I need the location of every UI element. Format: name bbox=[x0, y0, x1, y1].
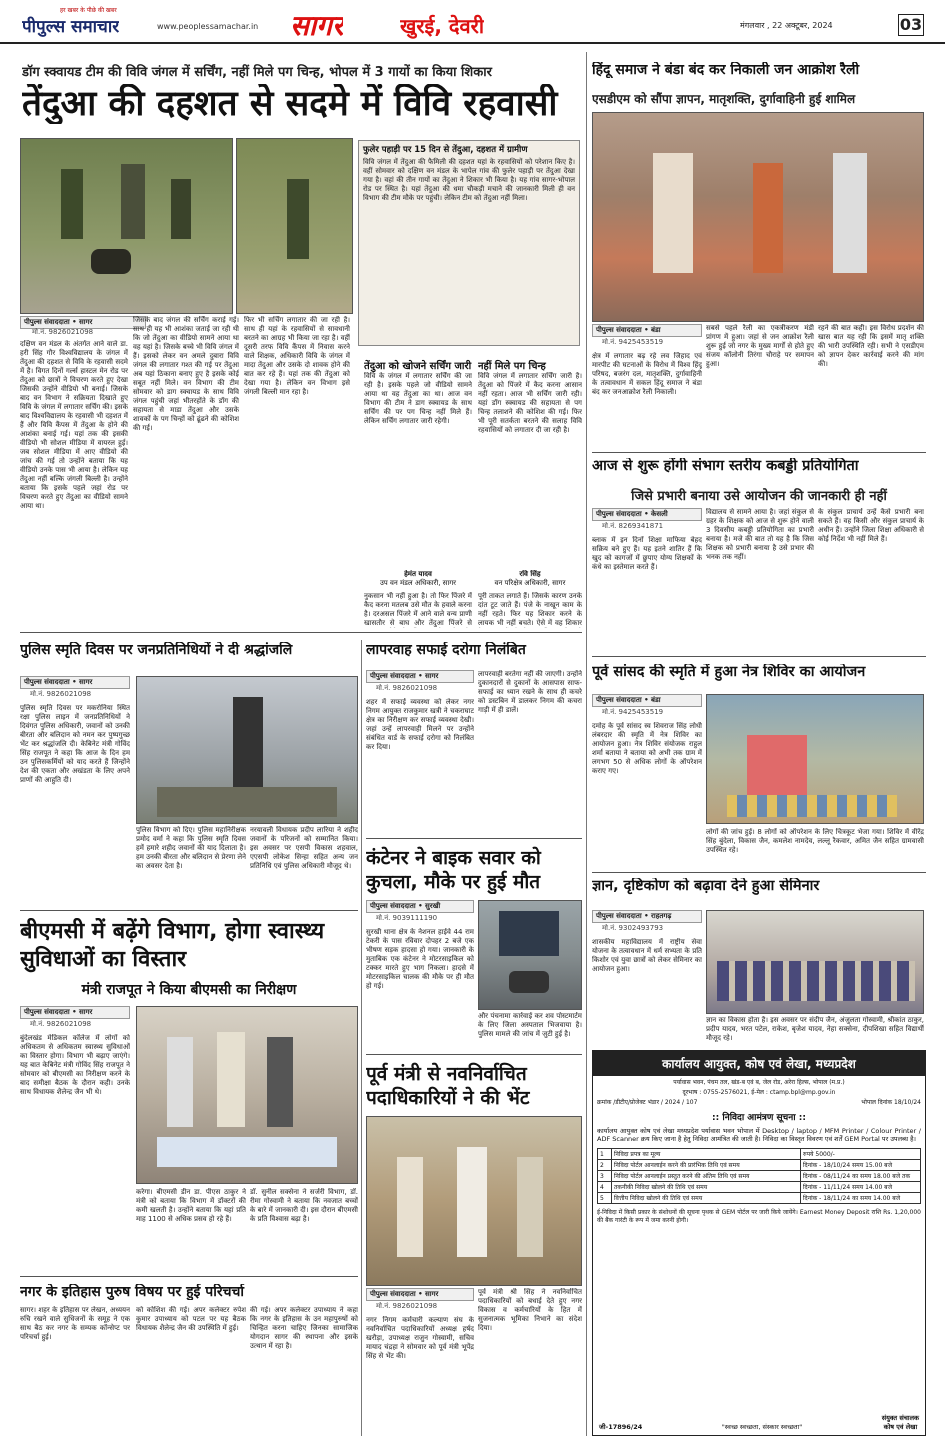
tender-cell-item: निविदा पोर्टल आनलाईन प्रस्तुत करने की अंतिम तिथि एवं समय bbox=[612, 1171, 801, 1182]
container-photo bbox=[478, 900, 582, 1010]
bmc-col-3: डॉ. सुनील सक्सेना ने सर्जरी विभाग, डॉ. रीमा गोस्वामी ने बताया कि नवजात बच्चों के बारे में जानकारी दी। इस दौरान बीएमसी के प्रति विश्वास बढ़ा है। bbox=[250, 1188, 358, 1223]
tender-cell-value: रुपये 5000/- bbox=[801, 1149, 921, 1160]
tender-cell-no: 3 bbox=[598, 1171, 612, 1182]
lead-box-title: फुलेर पहाड़ी पर 15 दिन से तेंदुआ, दहशत में ग्रामीण bbox=[363, 145, 528, 155]
byline-place: बंडा bbox=[651, 696, 661, 704]
police-headline: पुलिस स्मृति दिवस पर जनप्रतिनिधियों ने दी श्रद्धांजलि bbox=[20, 642, 293, 658]
container-col-2: और पंचनामा कार्रवाई कर शव पोस्टमार्टम के लिए जिला अस्पताल भिजवाया है। पुलिस मामले की जांच में जुटी हुई है। bbox=[478, 1012, 582, 1038]
minister-byline: पीपुल्स संवाददाता • सागर bbox=[366, 1288, 474, 1301]
tender-gi: जी-17896/24 bbox=[599, 1423, 643, 1431]
seminar-col-1: शासकीय महाविद्यालय में राष्ट्रीय सेवा योजना के तत्वावधान में धर्म सभ्यता के प्रति किशोर एवं युवा छात्रों को लेकर सेमिनार का आयोजन हुआ। bbox=[592, 938, 702, 973]
minister-headline: पूर्व मंत्री से नवनिर्वाचित पदाधिकारियों ने की भेंट bbox=[366, 1063, 530, 1109]
quote-name: रवि सिंह bbox=[519, 570, 541, 578]
byline-name: पीपुल्स संवाददाता bbox=[370, 902, 416, 910]
lead-photo-forest bbox=[236, 138, 353, 314]
divider bbox=[586, 52, 587, 1436]
kabaddi-subhead: जिसे प्रभारी बनाया उसे आयोजन की जानकारी ही नहीं bbox=[631, 489, 887, 504]
byline-place: सागर bbox=[425, 1290, 439, 1298]
tender-cell-item: निविदा प्रपत्र का मूल्य bbox=[612, 1149, 801, 1160]
quote-name: हेमंत यादव bbox=[404, 570, 432, 578]
lead-byline: पीपुल्स संवाददाता • सागर bbox=[20, 316, 146, 329]
byline-name: पीपुल्स संवाददाता bbox=[24, 318, 70, 326]
byline-place: बंडा bbox=[651, 326, 661, 334]
byline-name: पीपुल्स संवाददाता bbox=[596, 696, 642, 704]
byline-place: सागर bbox=[79, 318, 93, 326]
lead-kicker: डॉग स्क्वायड टीम की विवि जंगल में सर्चिंग, नहीं मिले पग चिन्ह, भोपल में 3 गायों का किया शिकार bbox=[22, 65, 492, 80]
tender-cell-item: निविदा पोर्टल आनलाईन करने की प्रारंभिक तिथि एवं समय bbox=[612, 1160, 801, 1171]
page-number: 03 bbox=[899, 15, 923, 34]
byline-place: सुरखी bbox=[425, 902, 441, 910]
quote-role: वन परिक्षेत्र अधिकारी, सागर bbox=[494, 579, 566, 587]
bandh-headline: हिंदू समाज ने बंडा बंद कर निकाली जन आक्रोश रैली bbox=[592, 62, 860, 78]
bmc-col-2: करेगा। बीएमसी डीन डा. पीएस ठाकुर ने मंत्री को बताया कि विभाग में डॉक्टरों की कमी खलती है। उन्होंने बताया कि यहां प्रति माह 1100 से अधिक प्रसव हो रहे हैं। bbox=[136, 1188, 246, 1223]
police-mobile: मो.नं. 9826021098 bbox=[30, 690, 92, 698]
minister-col-1: नगर निगम कर्मचारी कल्याण संघ के नवनिर्वाचित पदाधिकारियों अध्यक्ष हर्षद खरौड़ा, उपाध्यक्ष राजुन गोस्वामी, सचिव मायाद चंद्रहा ने सोमवार को पूर्व मंत्री भूपेंद्र सिंह से भेंट की। bbox=[366, 1316, 474, 1360]
bmc-byline: पीपुल्स संवाददाता • सागर bbox=[20, 1006, 130, 1019]
tender-cell-item: वित्तीय निविदा खोलने की तिथि एवं समय bbox=[612, 1193, 801, 1204]
eye-col-2: लोगों की जांच हुई। 8 लोगों को ऑपरेशन के लिए चित्रकूट भेजा गया। शिविर में वीरेंद्र सिंह बुंदेला, विकास जैन, कमलेश नामदेव, लल्लू रैकवार, अमित जैन सहित ग्रामवासी उपस्थित रहे। bbox=[706, 828, 924, 854]
website: www.peoplessamachar.in bbox=[157, 22, 259, 31]
nagar-headline: नगर के इतिहास पुरुष विषय पर हुई परिचर्चा bbox=[20, 1284, 244, 1300]
container-mobile: मो.नं. 9039111190 bbox=[376, 914, 438, 922]
byline-name: पीपुल्स संवाददाता bbox=[596, 326, 642, 334]
tender-cell-item: तकनीकी निविदा खोलने की तिथि एवं समय bbox=[612, 1182, 801, 1193]
bmc-col-1: बुंदेलखंड मेडिकल कॉलेज में लोगों को अधिकतम से अधिकतम स्वास्थ्य सुविधाओं का विस्तार होगा। विभाग भी बढ़ाए जाएंगे। यह बात केबिनेट मंत्री गोविंद सिंह राजपूत ने सोमवार को बीएमसी का निरीक्षण करने के बाद समीक्षा बैठक के दौरान कही। उनके साथ विधायक शैलेन्द्र जैन भी थे। bbox=[20, 1034, 130, 1096]
tender-table bbox=[597, 1148, 921, 1204]
bandh-photo bbox=[592, 112, 924, 322]
lead-sub-search: तेंदुआ को खोजने सर्चिंग जारी bbox=[364, 361, 472, 372]
police-photo bbox=[136, 676, 358, 824]
tender-ref: क्रमांक /डीटीए/प्रोजेक्ट भंडार / 2024 / 107 bbox=[597, 1099, 698, 1106]
byline-name: पीपुल्स संवाददाता bbox=[370, 1290, 416, 1298]
seminar-byline: पीपुल्स संवाददाता • राहतगढ़ bbox=[592, 910, 702, 923]
tender-row bbox=[598, 1160, 921, 1171]
kabaddi-headline: आज से शुरू होंगी संभाग स्तरीय कबड्डी प्रतियोगिता bbox=[592, 458, 859, 474]
bandh-mobile: मो.नं. 9425453519 bbox=[602, 338, 664, 346]
tender-cell-no: 2 bbox=[598, 1160, 612, 1171]
eye-col-1: दमोह के पूर्व सांसद स्व शिवराज सिंह लोधी लंबरदार की स्मृति में नेत्र शिविर का आयोजन हुआ। नेत्र शिविर संयोजक राहुल शर्मा बताया ने बताया को अभी तक ग्राम में लगभग 50 से अधिक लोगों के ऑपरेशन कराए गए। bbox=[592, 722, 702, 775]
seminar-headline: ज्ञान, दृष्टिकोण को बढ़ावा देने हुआ सेमिनार bbox=[592, 878, 820, 894]
lead-col-6: नुकसान भी नहीं हुआ है। तो फिर पिंजरे में कैद करना मतलब उसे मौत के हवाले करना है। दरअसल पिंजरे में आने वाले वन्य प्राणी खासतौर से बाघ और तेंदुआ पिंजरे से bbox=[364, 592, 472, 627]
eye-camp-photo bbox=[706, 694, 924, 824]
police-byline: पीपुल्स संवाददाता • सागर bbox=[20, 676, 130, 689]
eye-headline: पूर्व सांसद की स्मृति में हुआ नेत्र शिविर का आयोजन bbox=[592, 664, 866, 680]
masthead bbox=[0, 0, 945, 44]
seminar-mobile: मो.नं. 9302493793 bbox=[602, 924, 664, 932]
nagar-col-2: को कोशिश की गई। अपर कलेक्टर रुपेश कुमार उपाध्याय को पटल पर यह बैठक विधायक शैलेन्द्र जैन की उपस्थिति में हुई। bbox=[136, 1306, 246, 1332]
tender-notice bbox=[592, 1050, 926, 1436]
lead-col-3: फिर भी सर्चिंग लगातार की जा रही है। साथ ही यहां के रहवासियों से सावधानी बरतने का आग्रह भी किया जा रहा है। वहीं दूसरी तरफ विवि कैंपस में निवास करने वाले शिक्षक, अधिकारी विवि के जंगल में मादा तेंदुआ और उसके दो शावक होने की बात कर रहे हैं। यहां तक की तेंदुआ को देखा गया है। लेकिन वन विभाग इसे जंगली बिल्ली मान रहा है। bbox=[244, 316, 350, 396]
tender-footnote: ई-निविदा में किसी प्रकार के संशोधनों की सूचना पृथक से GEM पोर्टल पर जारी किये जायेंगे। Earnest Money Deposit राशि Rs. 1,20,000 की बैंक गारंटी के रूप में जमा करनी होगी। bbox=[597, 1209, 921, 1224]
byline-name: पीपुल्स संवाददाता bbox=[596, 510, 642, 518]
lead-col-7: पूरी ताकत लगाते हैं। जिसके कारण उनके दांत टूट जाते हैं। पंजे के नाखून काम के नहीं रहते। फिर यह शिकार करने के लायक भी नहीं बचते। ऐसे में वह शिकार bbox=[478, 592, 582, 627]
bandh-col-3: रहने की बात कही। इस विरोध प्रदर्शन की खास बात यह रही कि इसमें मातृ शक्ति की भारी उपस्थिति रही। सभी ने एसडीएम को ज्ञापन देकर कार्रवाई करने की मांग की। bbox=[818, 324, 924, 368]
byline-name: पीपुल्स संवाददाता bbox=[24, 678, 70, 686]
paper-name: पीपुल्स समाचार bbox=[22, 17, 120, 37]
tender-cell-value: दिनांक - 11/11/24 समय 14.00 बजे bbox=[801, 1182, 921, 1193]
tagline: हर खबर के पीछे की खबर bbox=[60, 7, 117, 14]
lead-col-1: दक्षिण वन मंडल के अंतर्गत आने वाले डा. हरी सिंह गौर विश्वविद्यालय के जंगल में तेंदुआ की दहशत से विवि के रहवासी सदमे में है। विगत दिनों गर्ल्स हास्टल मेन रोड पर तेंदुआ को छात्रों ने विचरण करते हुए देखा जिसकी उन्होंने वीडियो भी बनाई। जिसके बाद वन विभाग ने सक्रियता दिखाते हुए विवि के जंगल में लगातार सर्चिंग की। इसके बाद विश्वविद्यालय के रहवासी भी दहशत में हैं और विवि कैंपस में तेंदुआ के होने की आशंका बनाई गई। यहां तक की इसकी वीडियो भी सोशल मीडिया में वायरल हुई। जब सोशल मीडिया में आए वीडियो की जांच की गई तो उन्होंने बताया कि यह वीडियो उनके पास भी आया है। लेकिन यह तेंदुआ नहीं बल्कि जंगली बिल्ली है। उन्होंने बताया कि इसके पहले जहां रोड पर विचरण करते हुए तेंदुआ का वीडियो सामने आया था। bbox=[20, 340, 128, 510]
safai-col-2: लापरवाही बरतेगा नहीं की जाएगी। उन्होंने दुकानदारों से दुकानों के आसपास साफ-सफाई का ध्यान रखने के साथ ही कचरे को डस्टबिन में डालकर निगम की कचरा गाड़ी में ही डालें। bbox=[478, 670, 582, 714]
tender-row bbox=[598, 1171, 921, 1182]
tender-ref-date: भोपाल दिनांक 18/10/24 bbox=[861, 1099, 921, 1106]
seminar-col-2: ज्ञान का विकास होता है। इस अवसर पर संदीप जैन, अंजुलता गोस्वामी, श्रीकांत ठाकुर, प्रदीप यादव, भरत पटेल, राकेश, बृजेश यादव, नेहा सक्सेना, दीपशिखा सहित विद्यार्थी मौजूद रहे। bbox=[706, 1016, 924, 1042]
byline-place: केसली bbox=[651, 510, 668, 518]
bandh-subhead: एसडीएम को सौंपा ज्ञापन, मातृशक्ति, दुर्गावाहिनी हुई शामिल bbox=[592, 92, 856, 106]
divider bbox=[592, 452, 926, 453]
police-col-2: पुलिस विभाग को दिए। पुलिस महानिरीक्षक प्रमोद वर्मा ने कहा कि पुलिस स्मृति दिवस हमें हमारे शहीद जवानों की याद दिलाता है। हम उनकी बीरता और बलिदान से प्रेरणा लेने का अवसर देता है। bbox=[136, 826, 246, 870]
lead-mobile: मो.नं. 9826021098 bbox=[32, 328, 94, 336]
safai-col-1: शहर में सफाई व्यवस्था को लेकर नगर निगम आयुक्त राजकुमार खत्री ने चकराघाट क्षेत्र का निरीक्षण कर सफाई व्यवस्था देखी। जहां उन्हें लापरवाही मिलने पर उन्होंने संबंधित वार्ड के सफाई दरोगा को निलंबित कर दिया। bbox=[366, 698, 474, 751]
tender-cell-value: दिनांक - 18/10/24 समय 15.00 बजे bbox=[801, 1160, 921, 1171]
tender-row bbox=[598, 1182, 921, 1193]
tender-cell-no: 4 bbox=[598, 1182, 612, 1193]
seminar-photo bbox=[706, 910, 924, 1014]
lead-sub-pugmarks: नहीं मिले पग चिन्ह bbox=[478, 361, 546, 372]
issue-date: मंगलवार , 22 अक्टूबर, 2024 bbox=[740, 21, 833, 30]
eye-mobile: मो.नं. 9425453519 bbox=[602, 708, 664, 716]
byline-name: पीपुल्स संवाददाता bbox=[24, 1008, 70, 1016]
bmc-photo bbox=[136, 1006, 358, 1184]
divider bbox=[20, 1276, 358, 1277]
divider bbox=[592, 872, 926, 873]
byline-place: सागर bbox=[425, 672, 439, 680]
kabaddi-col-2: विद्यालय से सामने आया है। जहां संकुल से ग्रहर के शिक्षक को आज से शुरू होने वाली 3 दिवसीय कबड्डी प्रतियोगिता का प्रभारी बनाया है। मजे की बात तो यह है कि जिस शिक्षक को प्रभारी बनाया है उसे प्रभार की भनक तक नहीं। bbox=[706, 508, 814, 561]
lead-col-5: विवि जंगल में लगातार सर्चिंग जारी है। तेंदुआ को पिंजरे में कैद करना आसान नहीं रहता। आज भी सर्चिंग जारी रही। यहां डॉग स्क्वायड की सहायता से पग चिन्ह तलाशने की कोशिश की गई। फिर भी पूरी सतर्कता बरतने की सलाह विवि रहवासियों को लगातार दी जा रही है। bbox=[478, 372, 582, 434]
lead-col-4: विवि के जंगल में लगातार सर्चिंग की जा रही है। इसके पहले जो वीडियो सामने आया था वह तेंदुआ का था। आज वन विभाग की टीम ने डाग स्क्वायड के साथ सर्चिंग की पर पग चिन्ह नहीं मिले हैं। लेकिन सर्चिंग लगातार जारी रहेगी। bbox=[364, 372, 472, 425]
lead-headline: तेंदुआ की दहशत से सदमे में विवि रहवासी bbox=[22, 84, 558, 124]
town-names: खुरई, देवरी bbox=[400, 14, 485, 38]
divider bbox=[20, 632, 582, 633]
tender-title: कार्यालय आयुक्त, कोष एवं लेखा, मध्यप्रदेश bbox=[593, 1051, 925, 1076]
lead-col-2: जिसके बाद जंगल की सर्चिंग कराई गई। साथ ही यह भी आशंका जताई जा रही थी कि जो तेंदुआ का वीडियो सामने आया था वह यहां है। जिसके बच्चे भी विवि जंगल में हैं। इसको लेकर वन अमले दुबारा विवि जंगल की लगातार गश्त की गई पर तेंदुआ अब यहां ठिकाना बनाए हुए है इसके कोई सबूत नहीं मिले। वन विभाग की टीम सोमवार को डाग स्क्वायड के साथ विवि जंगल पहुंची जहां भीतरहोंते के डॉग की सहायता से माडा तेंदुआ और उसके शावकों के पग चिन्हों को ढूंढने की कोशिश की गई। bbox=[133, 316, 239, 432]
tender-cell-no: 1 bbox=[598, 1149, 612, 1160]
nagar-col-3: की गई। अपर कलेक्टर उपाध्याय ने कहा कि नगर के इतिहास के उन महापुरुषों को चिन्हित करना चाहिए जिनका सामाजिक योगदान सागर की स्थापना और इसके उत्थान में रहा है। bbox=[250, 1306, 358, 1350]
divider bbox=[361, 640, 362, 1436]
tender-cell-value: दिनांक - 18/11/24 का समय 14.00 बजे bbox=[801, 1193, 921, 1204]
lead-box bbox=[358, 140, 580, 346]
eye-byline: पीपुल्स संवाददाता • बंडा bbox=[592, 694, 702, 707]
kabaddi-mobile: मो.नं. 8269341871 bbox=[602, 522, 664, 530]
lead-photo-dog-squad bbox=[20, 138, 233, 314]
lead-quote-2 bbox=[478, 570, 582, 588]
bmc-headline: बीएमसी में बढ़ेंगे विभाग, होगा स्वास्थ्य सुविधाओं का विस्तार bbox=[20, 919, 325, 972]
tender-notice-text: कार्यालय आयुक्त कोष एवं लेखा मध्यप्रदेश पर्यावास भवन भोपाल में Desktop / laptop / MFM Printer / Colour Printer / ADF Scanner क्रय किए जाना है हेतु निविदा आमंत्रित की जाती है। निविदा का विस्तृत विवरण एवं शर्तें GEM Portal पर उपलब्ध है। bbox=[597, 1127, 921, 1143]
byline-place: राहतगढ़ bbox=[651, 912, 672, 920]
lead-quote-1 bbox=[364, 570, 472, 588]
bmc-subhead: मंत्री राजपूत ने किया बीएमसी का निरीक्षण bbox=[81, 982, 297, 998]
tender-signature-role: संयुक्त संचालक bbox=[881, 1414, 919, 1422]
byline-name: पीपुल्स संवाददाता bbox=[370, 672, 416, 680]
kabaddi-col-1: ब्लाक में इन दिनों शिक्षा माफिया बेहद सक्रिय बने हुए हैं। यह इतने शातिर हैं कि खुद को कागजों में छुपाए योग्य शिक्षकों के कंधे का इस्तेमाल करते हैं। bbox=[592, 536, 702, 571]
safai-mobile: मो.नं. 9826021098 bbox=[376, 684, 438, 692]
container-byline: पीपुल्स संवाददाता • सुरखी bbox=[366, 900, 474, 913]
divider bbox=[20, 910, 358, 911]
divider bbox=[366, 1054, 582, 1055]
kabaddi-byline: पीपुल्स संवाददाता • केसली bbox=[592, 508, 702, 521]
divider bbox=[592, 656, 926, 657]
quote-role: उप वन मंडल अधिकारी, सागर bbox=[379, 579, 457, 587]
tender-slogan: "स्वच्छ स्वच्छता, संस्कार स्वच्छता" bbox=[721, 1423, 803, 1431]
safai-byline: पीपुल्स संवाददाता • सागर bbox=[366, 670, 474, 683]
tender-signature-dept: कोष एवं लेखा bbox=[883, 1423, 918, 1431]
container-col-1: सुरखी थाना क्षेत्र के नेशनल हाईवे 44 राम टेकरी के पास रविवार दोपहर 2 बजे एक भीषण सड़क हादसा हो गया। जानकारी के मुताबिक एक कंटेनर ने मोटरसाइकिल को टक्कर मारते हुए भाग निकला। हादसे में मोटरसाइकिल चालक की मौके पर ही मौत हो गई। bbox=[366, 928, 474, 990]
bandh-col-2: सबसे पहले रैली का एकत्रीकरण मंडी प्रांगण में हुआ। जहां से जन आक्रोश रैली शुरू हुई जो नगर के मुख्य मार्गों से होते हुए संजय कॉलोनी तिरंगा चौराहे पर समापन हुआ। bbox=[706, 324, 814, 368]
divider bbox=[366, 838, 582, 839]
police-col-1: पुलिस स्मृति दिवस पर मकरोनिया स्थित रक्षा पुलिस लाइन में जनप्रतिनिधियों ने दिवंगत पुलिस अधिकारी, जवानों को उनकी बीरता और बलिदान को नमन कर पुष्पगुच्छ भेंट कर श्रद्धांजलि दी। केबिनेट मंत्री गोविंद सिंह राजपूत ने कहा कि आज के दिन हम उन पुलिसकर्मियों को याद करते हैं जिन्होंने देश की एकता और अखंडता के लिए अपने प्राणों की आहुति दी। bbox=[20, 704, 130, 784]
bandh-col-1: क्षेत्र में लगातार बढ़ रहे लव जिहाद एवं मारपीट की घटनाओं के विरोध में विश्व हिंदू परिषद, बजरंग दल, मातृशक्ति, दुर्गावाहिनी के तत्वावधान में सकल हिंदू समाज ने बंडा बंद कर जनआक्रोश रैली निकाली। bbox=[592, 352, 702, 396]
lead-box-text: विवि जंगल में तेंदुआ की फैमिली की दहशत यहां के रहवासियों को परेशान किए है। वहीं सोमवार को दक्षिण वन मंडल के भापेल गांव की फुलेर पहाड़ी पर तेंदुआ देखा गया है। वहां की तीन गायों का तेंदुआ ने शिकार भी किया है। यह गांव सागर-भोपाल रोड पर स्थित है। यहां तेंदुआ की धमा चौकड़ी मचाने की जानकारी मिली ही वन विभाग की टीम मौके पर पहुंची। लेकिन टीम को तेंदुआ नहीं मिला। bbox=[363, 158, 575, 202]
bandh-byline: पीपुल्स संवाददाता • बंडा bbox=[592, 324, 702, 337]
byline-place: सागर bbox=[79, 678, 93, 686]
bmc-mobile: मो.नं. 9826021098 bbox=[30, 1020, 92, 1028]
tender-cell-no: 5 bbox=[598, 1193, 612, 1204]
nagar-col-1: सागर। शहर के इतिहास पर लेखन, अध्ययन रुचि रखने वाले सुधिजनों के समूह ने एक साथ बैठ कर नगर के सम्यक कॉन्सेप्ट पर परिचर्चा हुई। bbox=[20, 1306, 130, 1341]
tender-phone: दूरभाष : 0755-2576021, ई-मेल : ctamp.bpl@mp.gov.in bbox=[682, 1089, 836, 1096]
police-col-3: नरयावली विधायक प्रदीप लारिया ने शहीद जवानों के परिजनों को सम्मानित किया। इस अवसर पर एसपी विकास शहवाल, एएसपी लोकेश सिन्हा सहित अन्य जन प्रतिनिधि एवं पुलिस अधिकारी मौजूद थे। bbox=[250, 826, 358, 870]
safai-headline: लापरवाह सफाई दरोगा निलंबित bbox=[366, 642, 526, 658]
tender-address: पर्यावास भवन, पंचम तल, खंड-ब एवं ब, जेल रोड, अरेरा हिल्स, भोपाल (म.प्र.) bbox=[673, 1079, 845, 1086]
byline-place: सागर bbox=[79, 1008, 93, 1016]
tender-cell-value: दिनांक - 08/11/24 का समय 18.00 बजे तक bbox=[801, 1171, 921, 1182]
city-name: सागर bbox=[290, 9, 344, 42]
minister-mobile: मो.नं. 9826021098 bbox=[376, 1302, 438, 1310]
byline-name: पीपुल्स संवाददाता bbox=[596, 912, 642, 920]
tender-row bbox=[598, 1149, 921, 1160]
minister-col-2: पूर्व मंत्री श्री सिंह ने नवनिर्वाचित पदाधिकारियों को बधाई देते हुए नगर विकास व कर्मचारियों के हित में सुजनात्मक भूमिका निभाने का संदेश दिया। bbox=[478, 1288, 582, 1332]
container-headline: कंटेनर ने बाइक सवार को कुचला, मौके पर हुई मौत bbox=[366, 847, 541, 893]
kabaddi-col-3: के संकुल प्राचार्य उन्हें कैसे प्रभारी बना सकते हैं। वह किसी और संकुल प्राचार्य के अधीन हैं। उन्होंने जिला शिक्षा अधिकारी से कोई निर्देश भी नहीं मिले हैं। bbox=[818, 508, 924, 543]
tender-row bbox=[598, 1193, 921, 1204]
minister-photo bbox=[366, 1116, 582, 1286]
tender-notice-title: :: निविदा आमंत्रण सूचना :: bbox=[712, 1113, 806, 1123]
